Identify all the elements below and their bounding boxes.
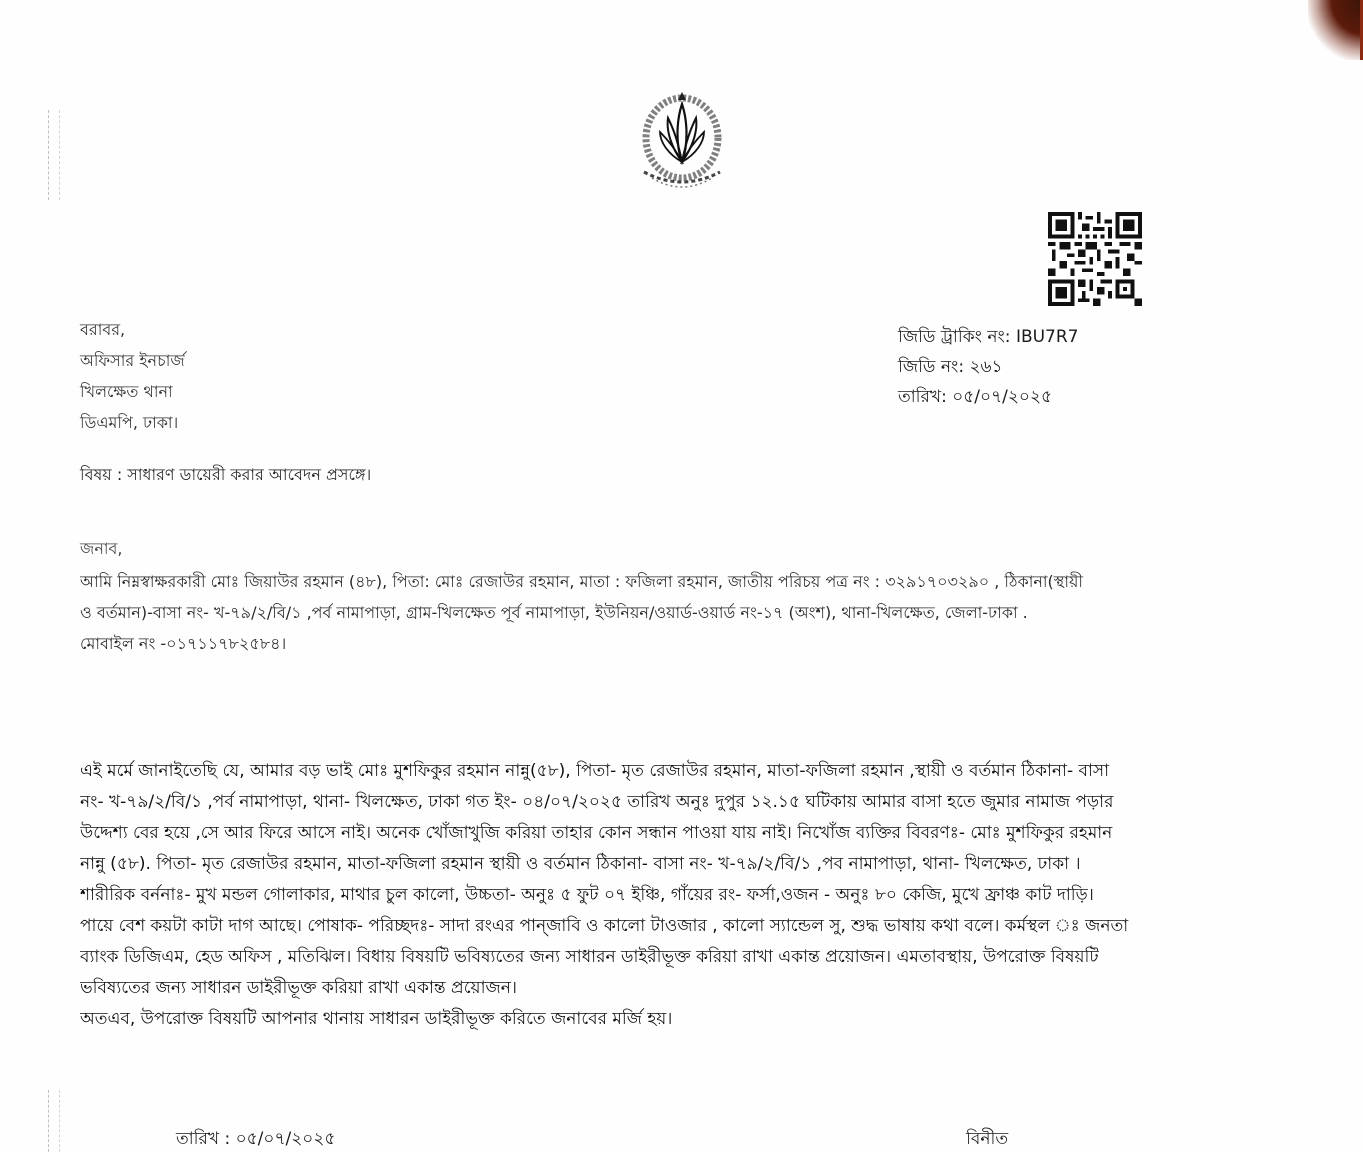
paragraph-line: ও বর্তমান)-বাসা নং- খ-৭৯/২/বি/১ ,পর্ব নামাপাড়া, গ্রাম-খিলক্ষেত পূর্ব নামাপাড়া, ইউনিয়ন/ওয়ার্ড-ওয়ার্ড নং-১৭ (অংশ), থানা-খিলক্ষেত, জেলা-ঢাকা . <box>80 603 1028 622</box>
paragraph-line: এই মর্মে জানাইতেছি যে, আমার বড় ভাই মোঃ মুশফিকুর রহমান নান্নু(৫৮), পিতা- মৃত রেজাউর রহমান, মাতা-ফজিলা রহমান ,স্থায়ী ও বর্তমান ঠিকানা- বাসা <box>80 761 1110 781</box>
paragraph-line: ভবিষ্যতের জন্য সাধারন ডাইরীভূক্ত করিয়া রাখা একান্ত প্রয়োজন। <box>80 978 517 998</box>
police-emblem-icon <box>632 86 732 198</box>
gd-number-value: ২৬১ <box>969 357 1003 377</box>
subject-line: বিষয় : সাধারণ ডায়েরী করার আবেদন প্রসঙ্গে। <box>80 465 372 484</box>
gd-number-label: জিডি নং: <box>898 357 965 377</box>
scan-margin-marks <box>48 110 60 200</box>
salutation: জনাব, <box>80 539 123 558</box>
recipient-line: ডিএমপি, ঢাকা। <box>80 413 179 432</box>
footer-date: তারিখ : ০৫/০৭/২০২৫ <box>176 1129 336 1149</box>
gd-meta-block <box>898 322 1079 412</box>
recipient-line: বরাবর, <box>80 320 126 339</box>
gd-number-row <box>898 352 1079 382</box>
paragraph-line: মোবাইল নং -০১৭১১৭৮২৫৮৪। <box>80 634 287 653</box>
recipient-line: অফিসার ইনচার্জ <box>80 351 185 370</box>
complaint-body-paragraph <box>80 756 1288 1035</box>
recipient-line: খিলক্ষেত থানা <box>80 382 173 401</box>
qr-code-icon <box>1048 212 1142 306</box>
paragraph-line: আমি নিম্নস্বাক্ষরকারী মোঃ জিয়াউর রহমান (৪৮), পিতা: মোঃ রেজাউর রহমান, মাতা : ফজিলা রহমান, জাতীয় পরিচয় পত্র নং : ৩২৯১৭০৩২৯০ , ঠিকানা(স্থায়ী <box>80 572 1083 591</box>
paragraph-line: শারীরিক বর্ননাঃ- মুখ মন্ডল গোলাকার, মাথার চুল কালো, উচ্চতা- অনুঃ ৫ ফুট ০৭ ইঞ্চি, গাঁয়ের রং- ফর্সা,ওজন - অনুঃ ৮০ কেজি, মুখে ফ্রাঞ্চ কাট দাড়ি। <box>80 885 1094 905</box>
paragraph-line: উদ্দেশ্য বের হয়ে ,সে আর ফিরে আসে নাই। অনেক খোঁজাখুজি করিয়া তাহার কোন সন্ধান পাওয়া যায় নাই। নিখোঁজ ব্যক্তির বিবরণঃ- মোঃ মুশফিকুর রহমান <box>80 823 1113 843</box>
paragraph-line: ব্যাংক ডিজিএম, হেড অফিস , মতিঝিল। বিধায় বিষয়টি ভবিষ্যতের জন্য সাধারন ডাইরীভূক্ত করিয়া রাখা একান্ত প্রয়োজন। এমতাবস্থায়, উপরোক্ত বিষয়টি <box>80 947 1099 967</box>
paragraph-line: অতএব, উপরোক্ত বিষয়টি আপনার থানায় সাধারন ডাইরীভূক্ত করিতে জনাবের মর্জি হয়। <box>80 1009 673 1029</box>
scan-edge-shadow <box>1308 0 1363 60</box>
applicant-intro-paragraph <box>80 566 1288 659</box>
scan-margin-marks <box>48 1090 60 1152</box>
paragraph-line: পায়ে বেশ কয়টা কাটা দাগ আছে। পোষাক- পরিচ্ছদঃ- সাদা রংএর পান্জাবি ও কালো টাওজার , কালো স্যান্ডেল সু, শুদ্ধ ভাষায় কথা বলে। কর্মস্থল ঃ জনতা <box>80 916 1129 936</box>
gd-date-value: ০৫/০৭/২০২৫ <box>952 387 1053 407</box>
gd-date-label: তারিখ: <box>898 387 947 407</box>
gd-tracking-value: IBU7R7 <box>1015 327 1079 347</box>
gd-date-row <box>898 382 1079 412</box>
gd-tracking-row <box>898 322 1079 352</box>
gd-tracking-label: জিডি ট্রাকিং নং: <box>898 327 1011 347</box>
paragraph-line: নান্নু (৫৮). পিতা- মৃত রেজাউর রহমান, মাতা-ফজিলা রহমান স্থায়ী ও বর্তমান ঠিকানা- বাসা নং- খ-৭৯/২/বি/১ ,পব নামাপাড়া, থানা- খিলক্ষেত, ঢাকা । <box>80 854 1081 874</box>
paragraph-line: নং- খ-৭৯/২/বি/১ ,পর্ব নামাপাড়া, থানা- খিলক্ষেত, ঢাকা গত ইং- ০৪/০৭/২০২৫ তারিখ অনুঃ দুপুর ১২.১৫ ঘটিকায় আমার বাসা হতে জুমার নামাজ পড়ার <box>80 792 1114 812</box>
closing-signoff: বিনীত <box>966 1129 1009 1149</box>
recipient-address <box>80 314 185 438</box>
